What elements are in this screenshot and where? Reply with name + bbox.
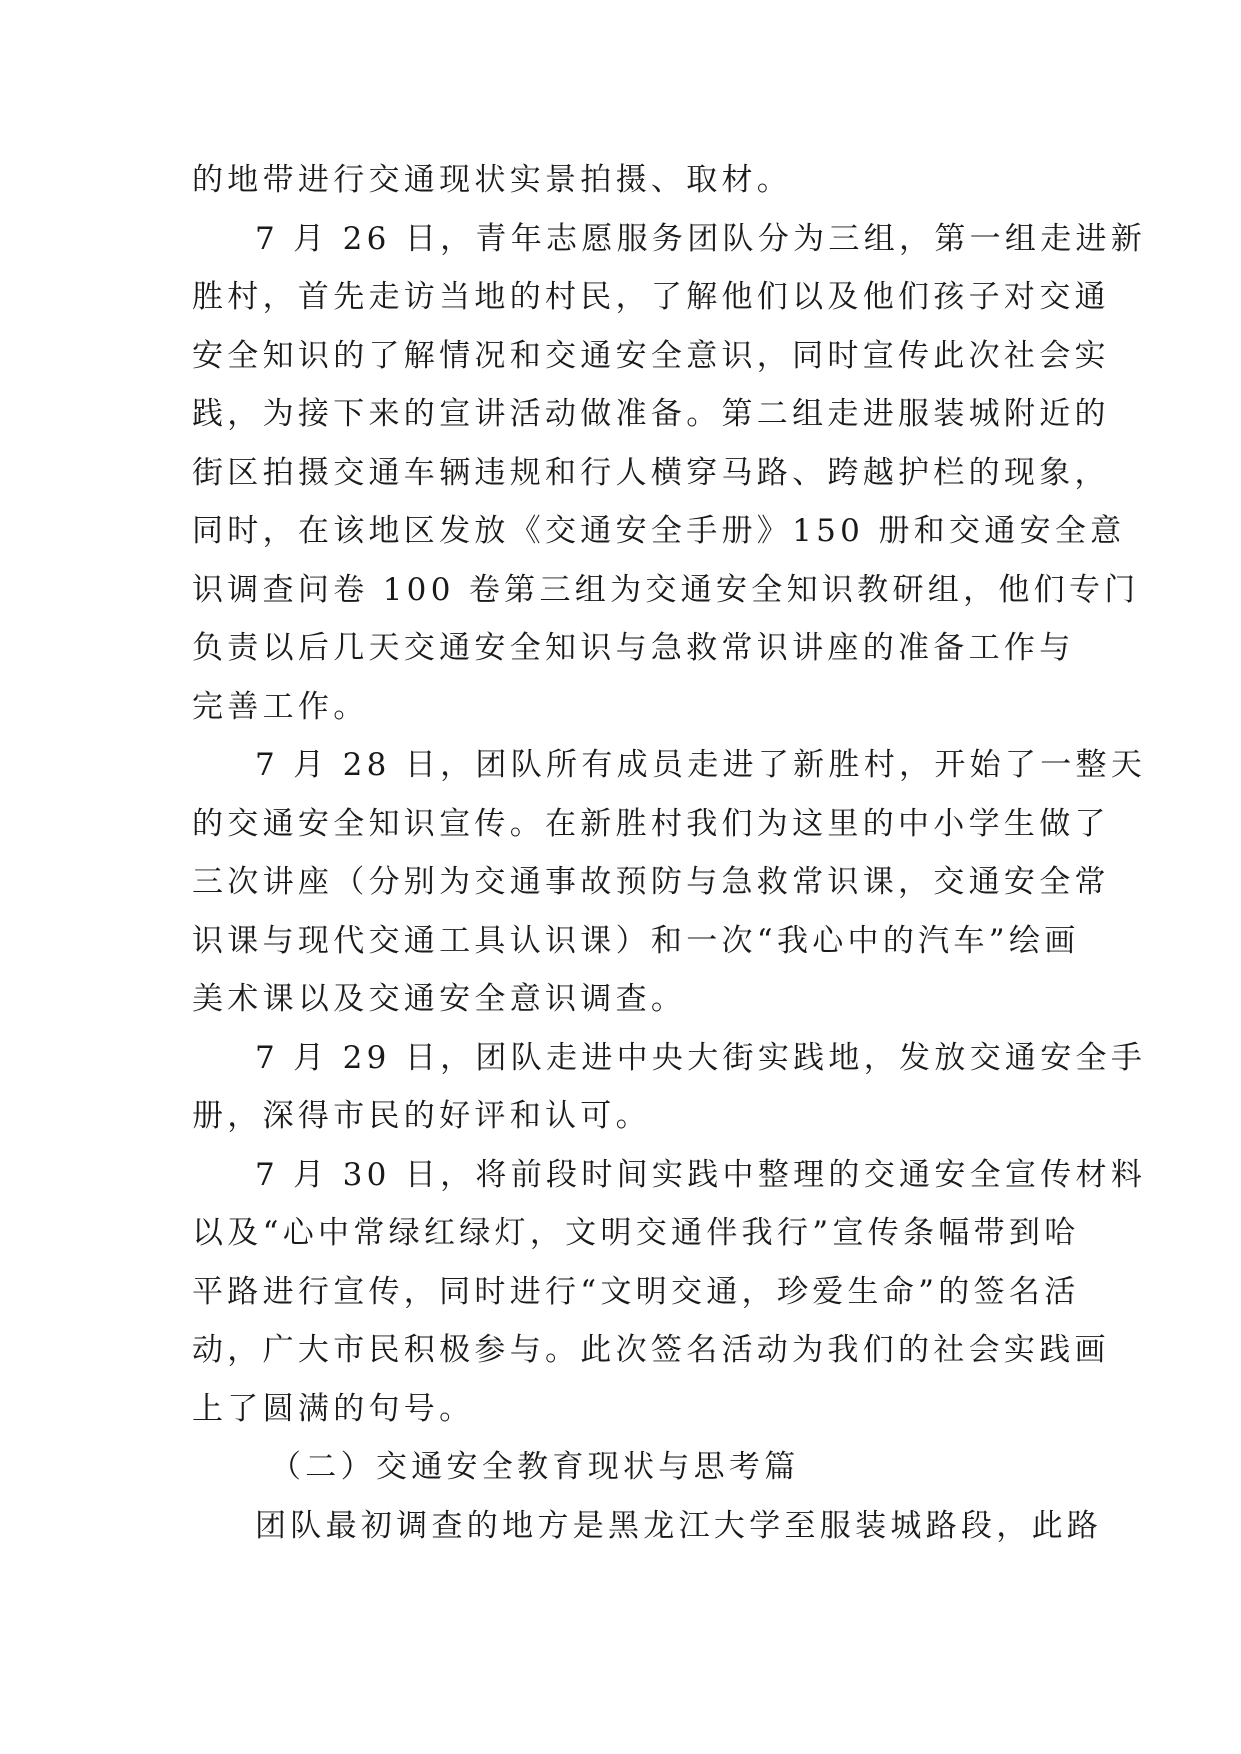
text-line: 平路进行宣传，同时进行“文明交通，珍爱生命”的签名活 xyxy=(192,1273,1080,1310)
text-line: 上了圆满的句号。 xyxy=(192,1390,475,1427)
text-line: 安全知识的了解情况和交通安全意识，同时宣传此次社会实 xyxy=(192,337,1110,374)
text-line: 完善工作。 xyxy=(192,688,369,725)
text-line: 的地带进行交通现状实景拍摄、取材。 xyxy=(192,162,793,198)
text-line: 册，深得市民的好评和认可。 xyxy=(192,1098,651,1134)
paragraph-start-line: 团队最初调查的地方是黑龙江大学至服装城路段，此路 xyxy=(255,1507,1103,1544)
text-line: 胜村，首先走访当地的村民，了解他们以及他们孩子对交通 xyxy=(192,279,1110,315)
paragraph-start-line: 7 月 28 日，团队所有成员走进了新胜村，开始了一整天 xyxy=(255,747,1147,783)
text-line: 动，广大市民积极参与。此次签名活动为我们的社会实践画 xyxy=(192,1332,1110,1368)
paragraph-start-line: 7 月 30 日，将前段时间实践中整理的交通安全宣传材料 xyxy=(255,1156,1147,1193)
text-line: 街区拍摄交通车辆违规和行人横穿马路、跨越护栏的现象， xyxy=(192,454,1110,491)
text-line: 以及“心中常绿红绿灯，文明交通伴我行”宣传条幅带到哈 xyxy=(192,1215,1080,1251)
text-line: 践，为接下来的宣讲活动做准备。第二组走进服装城附近的 xyxy=(192,396,1110,432)
text-line: 识课与现代交通工具认识课）和一次“我心中的汽车”绘画 xyxy=(192,922,1080,959)
text-line: 识调查问卷 100 卷第三组为交通安全知识教研组，他们专门 xyxy=(192,571,1140,608)
text-line: 负责以后几天交通安全知识与急救常识讲座的准备工作与 xyxy=(192,630,1075,666)
paragraph-start-line: 7 月 29 日，团队走进中央大街实践地，发放交通安全手 xyxy=(255,1039,1147,1076)
text-line: 同时，在该地区发放《交通安全手册》150 册和交通安全意 xyxy=(192,513,1126,549)
section-heading: （二）交通安全教育现状与思考篇 xyxy=(270,1449,800,1485)
body-text xyxy=(192,151,1147,1555)
text-line: 三次讲座（分别为交通事故预防与急救常识课，交通安全常 xyxy=(192,864,1110,900)
text-line: 的交通安全知识宣传。在新胜村我们为这里的中小学生做了 xyxy=(192,805,1110,842)
paragraph-start-line: 7 月 26 日，青年志愿服务团队分为三组，第一组走进新 xyxy=(255,220,1147,257)
text-line: 美术课以及交通安全意识调查。 xyxy=(192,981,687,1017)
